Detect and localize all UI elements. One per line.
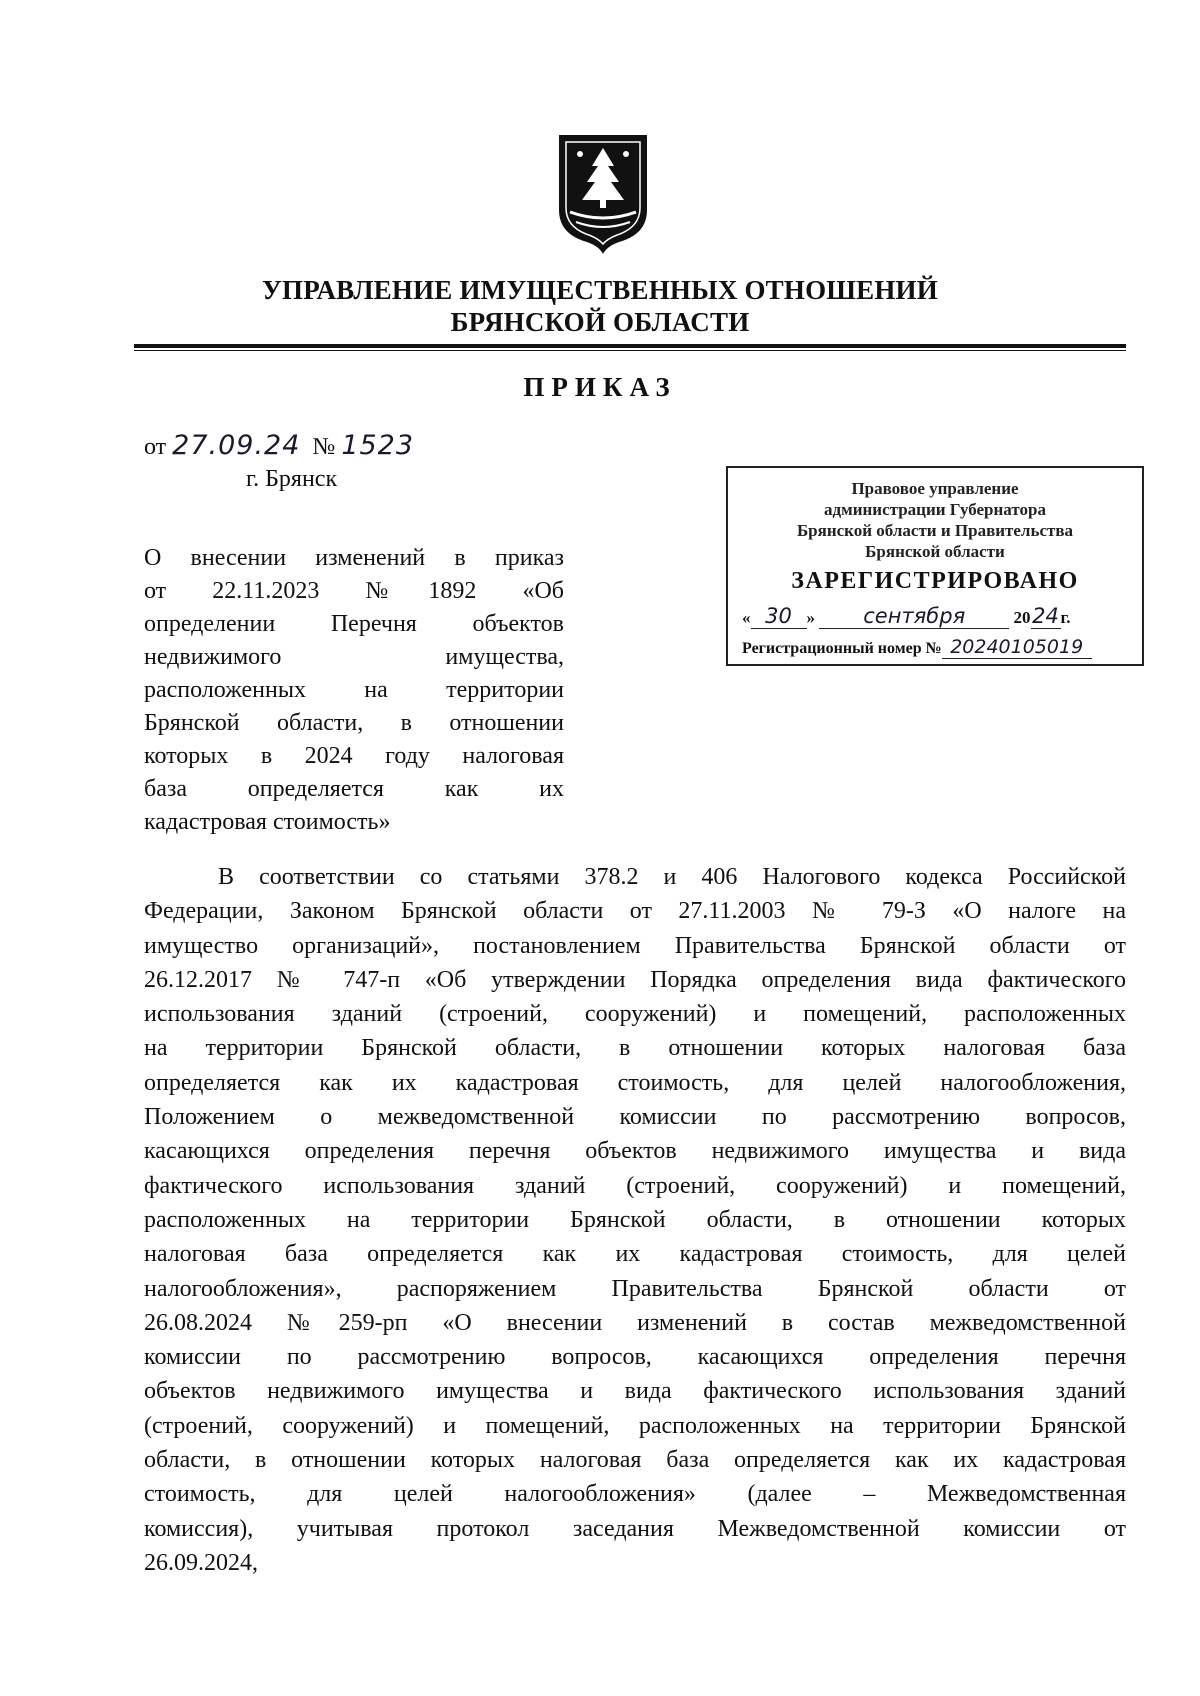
subject-line: от 22.11.2023 №1892 «Об: [144, 578, 564, 604]
body-line: 26.08.2024 №259-рп «О внесении изменений в состав межведомственной: [144, 1309, 1126, 1336]
number-prefix: №: [312, 434, 336, 460]
body-line: 26.09.2024,: [144, 1549, 258, 1576]
body-line: (строений, сооружений) и помещений, расположенных на территории Брянской: [144, 1412, 1126, 1439]
stamp-line: Брянской области: [865, 542, 1005, 561]
stamp-date: [742, 604, 1132, 629]
subject-line: Брянской области, в отношении: [144, 710, 564, 736]
body-line: имущество организаций», постановлением Правительства Брянской области от: [144, 932, 1126, 959]
stamp-reg-label: Регистрационный номер №: [742, 640, 942, 657]
subject-line: определении Перечня объектов: [144, 611, 564, 637]
stamp-reg-number-handwritten: 20240105019: [942, 636, 1092, 659]
stamp-year-handwritten: 24: [1032, 604, 1059, 628]
organization-title-line2: БРЯНСКОЙ ОБЛАСТИ: [450, 307, 750, 337]
subject-line: которых в 2024 году налоговая: [144, 743, 564, 769]
body-line: области, в отношении которых налоговая база определяется как их кадастровая: [144, 1447, 1126, 1474]
stamp-registration-number: [742, 636, 1138, 659]
order-number-handwritten: 1523: [341, 430, 415, 461]
body-line: использования зданий (строений, сооружений) и помещений, расположенных: [144, 1001, 1126, 1028]
stamp-quote-close: »: [806, 608, 815, 627]
order-date-number: [144, 430, 414, 461]
body-line: Федерации, Законом Брянской области от 27.11.2003 № 79-З «О налоге на: [144, 898, 1126, 925]
body-line: 26.12.2017 № 747-п «Об утверждении Порядка определения вида фактического: [144, 966, 1126, 993]
stamp-year-suffix: г.: [1060, 608, 1071, 627]
stamp-year-prefix: 20: [1013, 608, 1031, 627]
body-line: В соответствии со статьями 378.2 и 406 Налогового кодекса Российской: [218, 864, 1126, 890]
date-prefix: от: [144, 434, 167, 460]
body-line: расположенных на территории Брянской области, в отношении которых: [144, 1206, 1126, 1233]
order-subject: [144, 542, 564, 839]
coat-of-arms-icon: [556, 132, 650, 254]
document-type: ПРИКАЗ: [523, 372, 677, 402]
stamp-registered: ЗАРЕГИСТРИРОВАНО: [791, 568, 1079, 594]
body-line: стоимость, для целей налогообложения» (далее – Межведомственная: [144, 1481, 1126, 1508]
stamp-line: Правовое управление: [851, 479, 1019, 498]
header-rule-thin: [134, 350, 1126, 351]
subject-line: недвижимого имущества,: [144, 644, 564, 670]
body-line: комиссия), учитывая протокол заседания Межведомственной комиссии от: [144, 1515, 1126, 1542]
city: г. Брянск: [246, 466, 338, 492]
subject-line: база определяется как их: [144, 776, 564, 802]
body-line: фактического использования зданий (строений, сооружений) и помещений,: [144, 1172, 1126, 1199]
organization-title-line1: УПРАВЛЕНИЕ ИМУЩЕСТВЕННЫХ ОТНОШЕНИЙ: [262, 275, 938, 305]
stamp-month-handwritten: сентября: [819, 604, 1009, 629]
body-line: налогообложения», распоряжением Правительства Брянской области от: [144, 1275, 1126, 1302]
body-line: объектов недвижимого имущества и вида фактического использования зданий: [144, 1378, 1126, 1405]
body-paragraph: [144, 860, 1126, 1580]
body-line: налоговая база определяется как их кадастровая стоимость, для целей: [144, 1241, 1126, 1268]
stamp-line: администрации Губернатора: [824, 500, 1046, 519]
body-line: определяется как их кадастровая стоимость, для целей налогообложения,: [144, 1069, 1126, 1096]
stamp-quote-open: «: [742, 608, 751, 627]
body-line: комиссии по рассмотрению вопросов, касающихся определения перечня: [144, 1344, 1126, 1371]
header-rule: [134, 344, 1126, 348]
subject-line: кадастровая стоимость»: [144, 809, 391, 835]
order-date-handwritten: 27.09.24: [172, 430, 301, 461]
subject-line: расположенных на территории: [144, 677, 564, 703]
stamp-line: Брянской области и Правительства: [796, 521, 1074, 540]
stamp-day-handwritten: 30: [751, 604, 807, 629]
body-line: на территории Брянской области, в отношении которых налоговая база: [144, 1035, 1126, 1062]
subject-line: О внесении изменений в приказ: [144, 545, 564, 571]
body-line: Положением о межведомственной комиссии по рассмотрению вопросов,: [144, 1104, 1126, 1131]
body-line: касающихся определения перечня объектов недвижимого имущества и вида: [144, 1138, 1126, 1165]
registration-stamp: [726, 466, 1144, 666]
